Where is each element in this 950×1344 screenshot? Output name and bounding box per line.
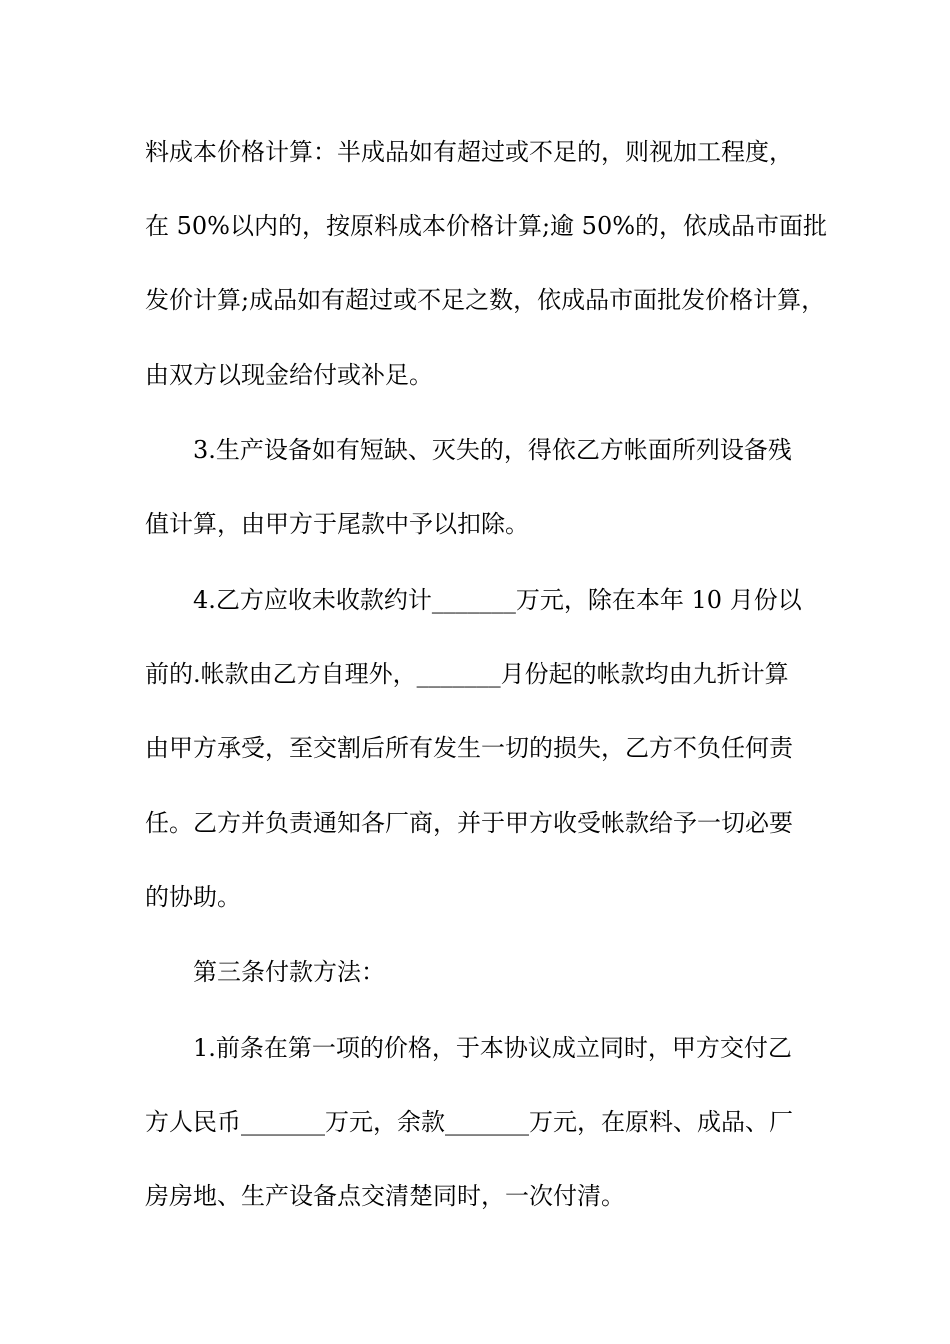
text-line: 3.生产设备如有短缺、灭失的，得依乙方帐面所列设备残	[193, 436, 792, 464]
text-line: 房房地、生产设备点交清楚同时，一次付清。	[145, 1182, 625, 1210]
text-line: 前的.帐款由乙方自理外，_______月份起的帐款均由九折计算	[145, 660, 789, 688]
text-line: 4.乙方应收未收款约计_______万元，除在本年 10 月份以	[193, 586, 802, 614]
text-line: 任。乙方并负责通知各厂商，并于甲方收受帐款给予一切必要	[145, 809, 793, 837]
text-line: 由双方以现金给付或补足。	[145, 361, 433, 389]
text-line: 在 50%以内的，按原料成本价格计算;逾 50%的，依成品市面批	[145, 212, 828, 240]
text-line: 1.前条在第一项的价格，于本协议成立同时，甲方交付乙	[193, 1034, 792, 1062]
text-line: 料成本价格计算：半成品如有超过或不足的，则视加工程度，	[145, 138, 793, 166]
text-line: 由甲方承受，至交割后所有发生一切的损失，乙方不负任何责	[145, 734, 793, 762]
text-line: 方人民币_______万元，余款_______万元，在原料、成品、厂	[145, 1108, 793, 1136]
section-heading: 第三条付款方法：	[193, 958, 385, 986]
text-line: 发价计算;成品如有超过或不足之数，依成品市面批发价格计算，	[145, 286, 826, 314]
text-line: 的协助。	[145, 883, 241, 911]
text-line: 值计算，由甲方于尾款中予以扣除。	[145, 510, 529, 538]
